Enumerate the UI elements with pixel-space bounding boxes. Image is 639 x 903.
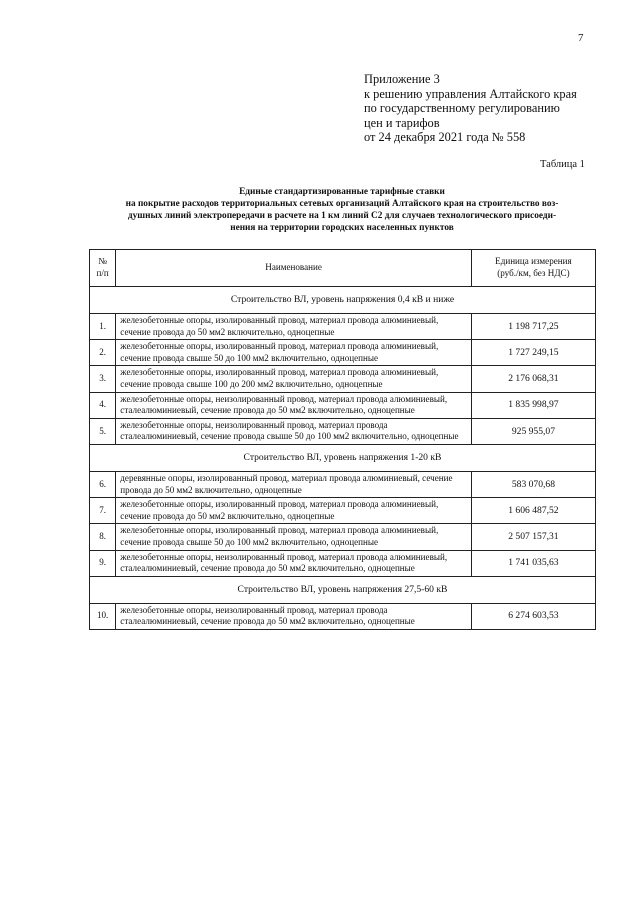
- row-name: железобетонные опоры, изолированный провод, материал провода алюминиевый, сечение провода свыше 100 до 200 мм2 включительно, одноцепные: [116, 366, 472, 392]
- row-number: 1.: [90, 314, 116, 340]
- table-row: [90, 603, 596, 629]
- title-line: нения на территории городских населенных пунктов: [230, 223, 454, 233]
- row-price: 2 507 157,31: [471, 524, 595, 550]
- table-row: [90, 471, 596, 497]
- tariff-table: [89, 249, 596, 630]
- row-number: 3.: [90, 366, 116, 392]
- row-price: 2 176 068,31: [471, 366, 595, 392]
- row-price: 1 835 998,97: [471, 392, 595, 418]
- row-number: 9.: [90, 550, 116, 576]
- table-row: [90, 340, 596, 366]
- appendix-line: к решению управления Алтайского края: [364, 86, 577, 101]
- row-number: 6.: [90, 471, 116, 497]
- row-number: 2.: [90, 340, 116, 366]
- row-number: 4.: [90, 392, 116, 418]
- row-name: железобетонные опоры, неизолированный провод, материал провода сталеалюминиевый, сечение провода до 50 мм2 включительно, одноцепные: [116, 603, 472, 629]
- row-number: 5.: [90, 418, 116, 444]
- header-unit: [471, 250, 595, 287]
- section-row: [90, 444, 596, 471]
- row-name: железобетонные опоры, изолированный провод, материал провода алюминиевый, сечение провода до 50 мм2 включительно, одноцепные: [116, 314, 472, 340]
- row-name: железобетонные опоры, неизолированный провод, материал провода алюминиевый, сталеалюминиевый, сечение провода до 50 мм2 включительно, одноцепные: [116, 392, 472, 418]
- section-row: [90, 576, 596, 603]
- section-title: Строительство ВЛ, уровень напряжения 0,4 кВ и ниже: [90, 287, 596, 314]
- table-header-row: [90, 250, 596, 287]
- table-body: [90, 287, 596, 630]
- row-name: железобетонные опоры, изолированный провод, материал провода алюминиевый, сечение провода до 50 мм2 включительно, одноцепные: [116, 498, 472, 524]
- row-name: железобетонные опоры, изолированный провод, материал провода алюминиевый, сечение провода свыше 50 до 100 мм2 включительно, одноцепные: [116, 340, 472, 366]
- table-row: [90, 418, 596, 444]
- row-price: 1 198 717,25: [471, 314, 595, 340]
- title-line: Единые стандартизированные тарифные ставки: [239, 187, 445, 197]
- table-row: [90, 550, 596, 576]
- header-number-line: п/п: [96, 268, 109, 278]
- table-row: [90, 314, 596, 340]
- row-price: 1 741 035,63: [471, 550, 595, 576]
- row-price: 583 070,68: [471, 471, 595, 497]
- header-name: Наименование: [116, 250, 472, 287]
- row-name: железобетонные опоры, изолированный провод, материал провода алюминиевый, сечение провода свыше 50 до 100 мм2 включительно, одноцепные: [116, 524, 472, 550]
- appendix-line: от 24 декабря 2021 года № 558: [364, 130, 526, 145]
- title-line: душных линий электропередачи в расчете на 1 км линий С2 для случаев технологического присоеди-: [127, 211, 557, 221]
- row-price: 1 727 249,15: [471, 340, 595, 366]
- page-number: 7: [578, 32, 584, 44]
- section-row: [90, 287, 596, 314]
- header-number: [90, 250, 116, 287]
- appendix-line: Приложение 3: [364, 72, 440, 86]
- table-row: [90, 392, 596, 418]
- title-line: на покрытие расходов территориальных сетевых организаций Алтайского края на строительство воз-: [125, 199, 559, 209]
- appendix-line: цен и тарифов: [364, 115, 440, 130]
- row-name: деревянные опоры, изолированный провод, материал провода алюминиевый, сечение провода до 50 мм2 включительно, одноцепные: [116, 471, 472, 497]
- header-unit-line: Единица измерения: [495, 256, 572, 267]
- row-price: 925 955,07: [471, 418, 595, 444]
- section-title: Строительство ВЛ, уровень напряжения 27,5-60 кВ: [90, 576, 596, 603]
- row-number: 8.: [90, 524, 116, 550]
- document-title: [88, 186, 596, 234]
- table-row: [90, 366, 596, 392]
- row-name: железобетонные опоры, неизолированный провод, материал провода алюминиевый, сталеалюминиевый, сечение провода до 50 мм2 включительно, одноцепные: [116, 550, 472, 576]
- appendix-header: [364, 72, 624, 145]
- row-number: 10.: [90, 603, 116, 629]
- appendix-line: по государственному регулированию: [364, 101, 560, 116]
- row-name: железобетонные опоры, неизолированный провод, материал провода сталеалюминиевый, сечение провода свыше 50 до 100 мм2 включительно, одноцепные: [116, 418, 472, 444]
- row-price: 6 274 603,53: [471, 603, 595, 629]
- table-label: Таблица 1: [540, 159, 585, 170]
- header-unit-line: (руб./км, без НДС): [497, 268, 570, 278]
- row-price: 1 606 487,52: [471, 498, 595, 524]
- table-row: [90, 498, 596, 524]
- section-title: Строительство ВЛ, уровень напряжения 1-20 кВ: [90, 444, 596, 471]
- table-row: [90, 524, 596, 550]
- row-number: 7.: [90, 498, 116, 524]
- header-number-line: №: [98, 256, 107, 267]
